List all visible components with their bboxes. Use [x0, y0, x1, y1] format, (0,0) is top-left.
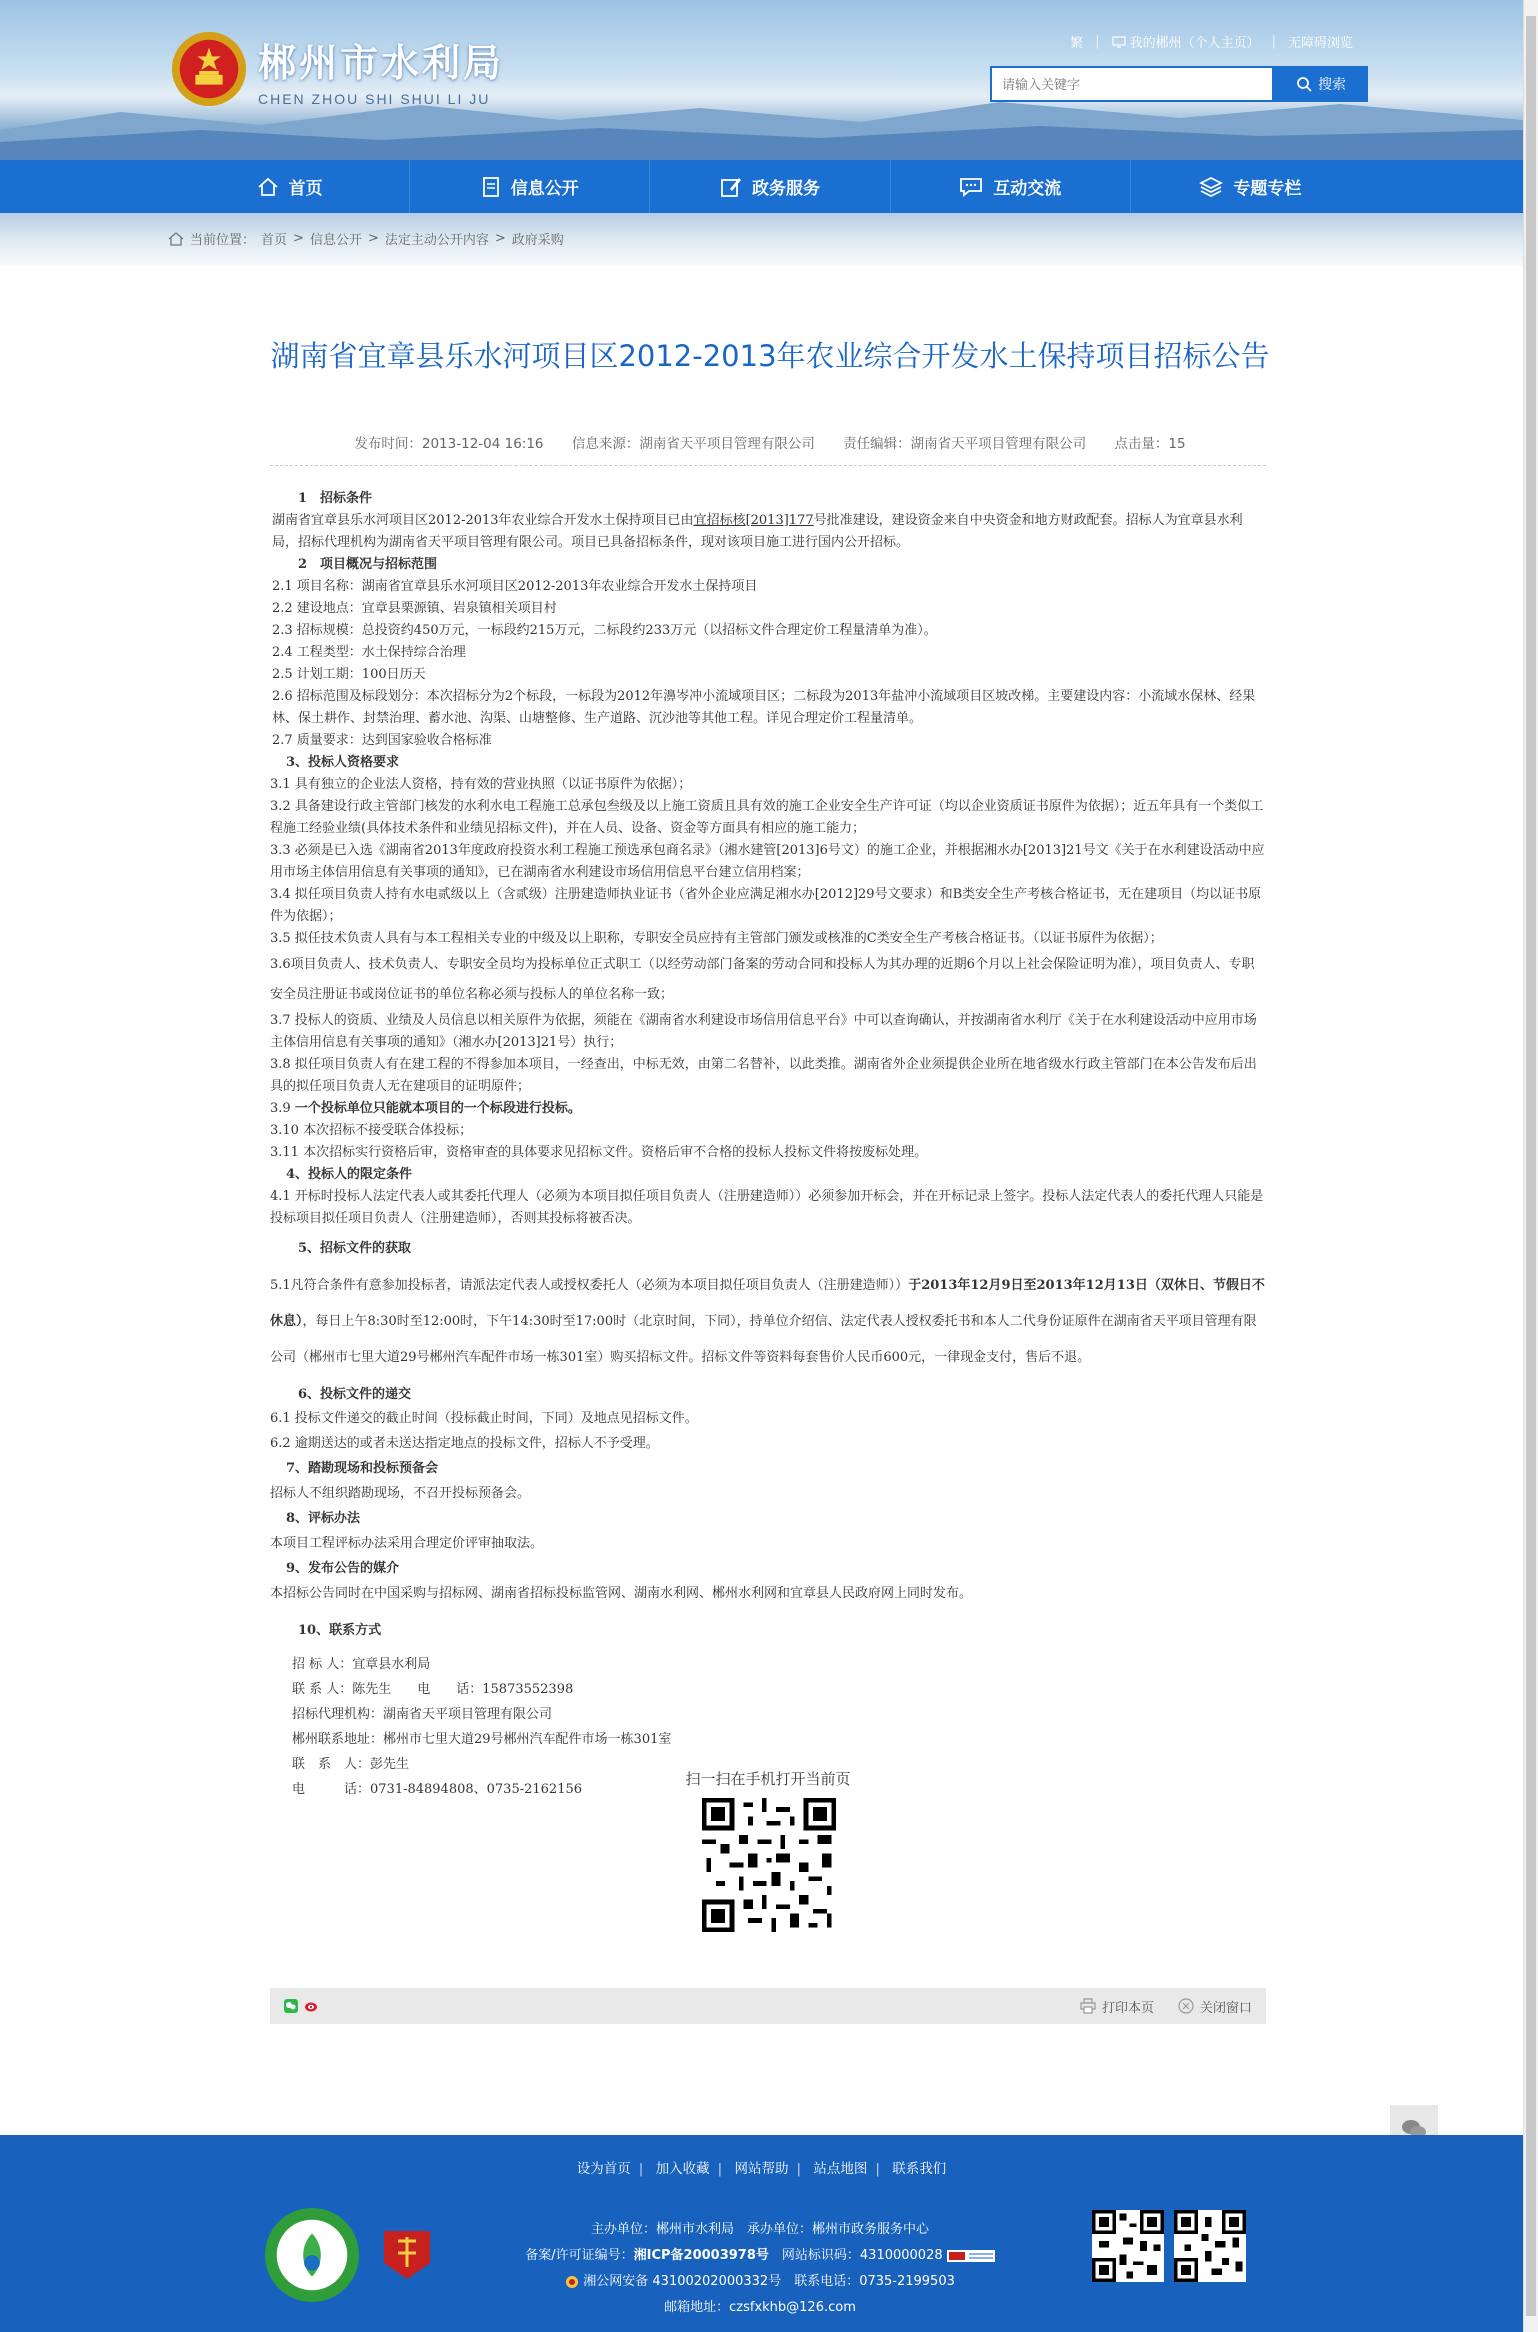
- wechat-share-icon[interactable]: [284, 1999, 298, 2013]
- scrollbar-thumb[interactable]: [1526, 16, 1536, 2316]
- list-item: 3.1 具有独立的企业法人资格，持有效的营业执照（以证书原件为依据）；: [270, 777, 692, 792]
- monitor-icon: [1112, 36, 1126, 48]
- list-item: 2.6 招标范围及标段划分：本次招标分为2个标段，一标段为2012年濞岑冲小流域项目区；二标段为2013年盐冲小流域项目区坡改梯。主要建设内容：小流域水保林、经果林、保土耕作、封禁治理、蓄水池、沟渠、山塘整修、生产道路、沉沙池等其他工程。详见合理定价工程量清单。: [272, 689, 1256, 726]
- article-body: [270, 488, 1266, 1802]
- home-icon: [168, 232, 184, 246]
- search-button[interactable]: [1274, 66, 1368, 102]
- list-item: 6.1 投标文件递交的截止时间（投标截止时间，下同）及地点见招标文件。: [270, 1411, 698, 1426]
- list-item: 2.3 招标规模：总投资约450万元，一标段约215万元，二标段约233万元（以招标文件合理定价工程量清单为准）。: [272, 623, 937, 638]
- section-heading: 2 项目概况与招标范围: [298, 557, 438, 572]
- footer-link-help[interactable]: 网站帮助: [734, 2161, 789, 2177]
- breadcrumb-separator: >: [367, 231, 379, 246]
- text: 5.1凡符合条件有意参加投标者，请派法定代表人或授权委托人（必须为本项目拟任项目负责人（注册建造师））: [270, 1278, 909, 1293]
- list-item: 3.4 拟任项目负责人持有水电贰级以上（含贰级）注册建造师执业证书（省外企业应满足湘水办[2012]29号文要求）和B类安全生产考核合格证书，无在建项目（均以证书原件为依据）；: [270, 887, 1262, 924]
- section-heading: 9、发布公告的媒介: [286, 1561, 400, 1576]
- search-input[interactable]: [990, 66, 1274, 102]
- breadcrumb-separator: >: [293, 231, 304, 246]
- contact-line: 联 系 人：彭先生: [292, 1757, 410, 1772]
- nav-item-label: 信息公开: [510, 179, 579, 199]
- section-heading: 8、评标办法: [286, 1511, 361, 1526]
- list-item: 3.5 拟任技术负责人具有与本工程相关专业的中级及以上职称，专职安全员应持有主管部门颁发或核准的C类安全生产考核合格证书。（以证书原件为依据）；: [270, 931, 1163, 946]
- approval-number-link: 宜招标核[2013]177: [693, 513, 814, 528]
- list-item: 2.5 计划工期：100日历天: [272, 667, 426, 682]
- emphasis-text: 一个投标单位只能就本项目的一个标段进行投标。: [294, 1101, 581, 1116]
- separator: |: [717, 2161, 723, 2177]
- section-heading: 1 招标条件: [298, 491, 373, 506]
- list-item: 2.4 工程类型：水土保持综合治理: [272, 645, 466, 660]
- breadcrumb-item-home[interactable]: 首页: [261, 233, 288, 248]
- my-homepage-link[interactable]: [1112, 32, 1260, 51]
- separator: |: [875, 2161, 880, 2177]
- text: 号批准建设，建设资金来自中央资金和地方财政配套。招标人为宜章县水利局，招标代理机构为湖南省天平项目管理有限公司。项目已具备招标条件，现对该项目施工进行国内公开招标。: [272, 513, 1243, 550]
- list-item: 3.8 拟任项目负责人有在建工程的不得参加本项目，一经查出，中标无效，由第二名替补，以此类推。湖南省外企业须提供企业所在地省级水行政主管部门在本公告发布后出具的拟任项目负责人无在建项目的证明原件；: [270, 1057, 1257, 1094]
- click-count: 点击量：15: [1114, 436, 1186, 452]
- article-meta: [270, 432, 1270, 452]
- traditional-chinese-link[interactable]: 繁: [1070, 36, 1084, 51]
- article-toolbar: [270, 1988, 1266, 2024]
- list-item: 6.2 逾期送达的或者未送达指定地点的投标文件，招标人不予受理。: [270, 1436, 659, 1451]
- list-item: 3.11 本次招标实行资格后审，资格审查的具体要求见招标文件。资格后审不合格的投标人投标文件将按废标处理。: [270, 1145, 928, 1160]
- list-item: 3.3 必须是已入选《湖南省2013年度政府投资水利工程施工预选承包商名录》（湘水建管[2013]6号文）的施工企业，并根据湘水办[2013]21号文《关于在水利建设活动中应用市场主体信用信息有关事项的通知》，已在湖南省水利建设市场信用信息平台建立信用档案；: [270, 843, 1265, 880]
- share-icons: [284, 1999, 318, 2013]
- section-heading: 4、投标人的限定条件: [286, 1167, 413, 1182]
- section-heading: 10、联系方式: [298, 1623, 382, 1638]
- separator: |: [638, 2161, 644, 2177]
- breadcrumb-item-statutory[interactable]: 法定主动公开内容: [384, 233, 489, 248]
- meta-divider: [270, 465, 1266, 466]
- wechat-qr-code: [1092, 2210, 1164, 2282]
- nav-item-info-disclosure[interactable]: [410, 160, 650, 213]
- contact-line: 招 标 人：宜章县水利局: [292, 1657, 431, 1672]
- list-item: 3.2 具备建设行政主管部门核发的水利水电工程施工总承包叁级及以上施工资质且具有效的施工企业安全生产许可证（均以企业资质证书原件为依据）；近五年具有一个类似工程施工经验业绩(具体技术条件和业绩见招标文件)，并在人员、设备、资金等方面具有相应的施工能力；: [270, 799, 1264, 836]
- breadcrumb-item-procurement[interactable]: 政府采购: [511, 233, 564, 248]
- site-name: 郴州市水利局: [258, 39, 505, 85]
- search-box: [990, 66, 1368, 102]
- nav-item-label: 政务服务: [752, 179, 820, 199]
- weibo-qr-code: [1174, 2210, 1246, 2282]
- footer-link-contact[interactable]: 联系我们: [892, 2161, 947, 2177]
- list-item: 2.7 质量要求：达到国家验收合格标准: [272, 733, 492, 748]
- list-item: 3.10 本次招标不接受联合体投标；: [270, 1123, 473, 1138]
- list-item: 2.1 项目名称：湖南省宜章县乐水河项目区2012-2013年农业综合开发水土保持项目: [272, 579, 758, 594]
- paragraph: 4.1 开标时投标人法定代表人或其委托代理人（必须为本项目拟任项目负责人（注册建造师））必须参加开标会，并在开标记录上签字。投标人法定代表人的委托代理人只能是投标项目拟任项目负责人（注册建造师），否则其投标将被否决。: [270, 1189, 1264, 1226]
- nav-item-label: 首页: [288, 179, 323, 199]
- footer-police-line: [500, 2269, 1020, 2295]
- nav-item-label: 专题专栏: [1233, 179, 1302, 199]
- layers-icon: [1199, 176, 1223, 198]
- contact-line: 电 话：0731-84894808、0735-2162156: [292, 1782, 583, 1797]
- separator: |: [796, 2161, 802, 2177]
- nav-item-interaction[interactable]: [891, 160, 1131, 213]
- footer-link-favorite[interactable]: 加入收藏: [655, 2161, 710, 2177]
- section-heading: 7、踏勘现场和投标预备会: [286, 1461, 439, 1476]
- article-title: 湖南省宜章县乐水河项目区2012-2013年农业综合开发水土保持项目招标公告: [270, 339, 1270, 373]
- publish-time: 发布时间：2013-12-04 16:16: [354, 436, 544, 452]
- text: 湖南省宜章县乐水河项目区2012-2013年农业综合开发水土保持项目已由: [272, 513, 694, 528]
- footer-links: [0, 2157, 1523, 2177]
- paragraph: [270, 510, 1266, 554]
- top-links: [1070, 32, 1353, 51]
- site-header: [0, 0, 1523, 160]
- footer-link-set-home[interactable]: 设为首页: [576, 2161, 631, 2177]
- page-qr-code: [702, 1798, 836, 1932]
- breadcrumb-item-info[interactable]: 信息公开: [309, 233, 362, 248]
- nav-item-gov-service[interactable]: [650, 160, 890, 213]
- close-icon: [1178, 1998, 1194, 2014]
- item-number: 3.9: [270, 1101, 295, 1116]
- national-emblem-icon: [170, 30, 248, 108]
- home-icon: [257, 177, 279, 197]
- police-badge-icon: [565, 2275, 579, 2289]
- edit-icon: [720, 176, 742, 198]
- nav-item-special-topics[interactable]: [1131, 160, 1370, 213]
- document-icon: [481, 176, 501, 198]
- text: ，每日上午8:30时至12:00时，下午14:30时至17:00时（北京时间，下同），持单位介绍信、法定代表人授权委托书和本人二代身份证原件在湖南省天平项目管理有限公司（郴州市七里大道29号郴州汽车配件市场一栋301室）购买招标文件。招标文件等资料每套售价人民币600元，一律现金支付，售后不退。: [270, 1314, 1257, 1365]
- chat-icon: [959, 177, 983, 197]
- search-icon: [1296, 76, 1312, 92]
- icp-label: 备案/许可证编号：: [525, 2248, 634, 2263]
- editor: 责任编辑：湖南省天平项目管理有限公司: [843, 436, 1087, 452]
- police-record: 湘公网安备 43100202000332号 联系电话：0735-2199503: [583, 2274, 955, 2289]
- contact-line: 郴州联系地址：郴州市七里大道29号郴州汽车配件市场一栋301室: [292, 1732, 672, 1747]
- error-report-badge-icon[interactable]: [380, 2223, 434, 2283]
- list-item: 2.2 建设地点：宜章县栗源镇、岩泉镇相关项目村: [272, 601, 557, 616]
- print-button[interactable]: [1080, 1997, 1154, 2016]
- separator: |: [1271, 34, 1276, 49]
- print-label: 打印本页: [1101, 2000, 1154, 2016]
- section-heading: 5、招标文件的获取: [298, 1241, 412, 1256]
- weibo-share-icon[interactable]: [304, 1999, 318, 2013]
- emphasis-text: 于2013年12月9日至2013年12月13日（双休日、节假日不休息）: [270, 1278, 1265, 1329]
- footer-info: [500, 2217, 1020, 2321]
- section-heading: 6、投标文件的递交: [298, 1387, 412, 1402]
- footer-email-line: 邮箱地址：czsfxkhb@126.com: [664, 2300, 856, 2315]
- list-item: 3.7 投标人的资质、业绩及人员信息以相关原件为依据，须能在《湖南省水利建设市场信用信息平台》中可以查询确认，并按湖南省水利厅《关于在水利建设活动中应用市场主体信用信息有关事项的通知》（湘水办[2013]21号）执行；: [270, 1013, 1257, 1050]
- footer-host-line: 主办单位：郴州市水利局 承办单位：郴州市政务服务中心: [590, 2222, 929, 2237]
- main-nav: [0, 160, 1523, 213]
- qr-caption: 扫一扫在手机打开当前页: [685, 1770, 851, 1788]
- paragraph: 招标人不组织踏勘现场，不召开投标预备会。: [270, 1486, 531, 1501]
- contact-line: 招标代理机构：湖南省天平项目管理有限公司: [292, 1707, 553, 1722]
- icp-number-link[interactable]: 湘ICP备20003978号: [633, 2248, 769, 2263]
- paragraph: 本项目工程评标办法采用合理定价评审抽取法。: [270, 1536, 544, 1551]
- list-item: 3.6项目负责人、技术负责人、专职安全员均为投标单位正式职工（以经劳动部门备案的劳动合同和投标人为其办理的近期6个月以上社会保险证明为准），项目负责人、专职安全员注册证书或岗位证书的单位名称必须与投标人的单位名称一致；: [270, 957, 1255, 1002]
- close-label: 关闭窗口: [1199, 2000, 1252, 2016]
- site-name-en: CHEN ZHOU SHI SHUI LI JU: [258, 90, 491, 107]
- site-footer: [0, 2135, 1523, 2332]
- breadcrumb: [168, 229, 564, 248]
- paragraph: [270, 1268, 1266, 1376]
- civilized-website-badge-icon[interactable]: [263, 2206, 361, 2304]
- footer-icp-line: [500, 2243, 1020, 2269]
- accessibility-link[interactable]: 无障碍浏览: [1287, 36, 1353, 51]
- page-scrollbar[interactable]: [1523, 0, 1538, 2332]
- section-heading: 3、投标人资格要求: [286, 755, 400, 770]
- contact-line: 联 系 人：陈先生 电 话：15873552398: [292, 1682, 574, 1697]
- footer-link-sitemap[interactable]: 站点地图: [813, 2161, 868, 2177]
- site-id: 网站标识码：4310000028: [768, 2248, 943, 2263]
- nav-item-label: 互动交流: [993, 179, 1062, 199]
- info-source: 信息来源：湖南省天平项目管理有限公司: [571, 436, 815, 452]
- nav-item-home[interactable]: [170, 160, 410, 213]
- list-item: [270, 1098, 1266, 1120]
- site-logo[interactable]: [170, 30, 504, 108]
- site-id-badge-icon: [947, 2250, 995, 2262]
- breadcrumb-prefix: 当前位置：: [190, 233, 256, 248]
- breadcrumb-separator: >: [494, 231, 506, 246]
- my-homepage-label: 我的郴州（个人主页）: [1129, 36, 1260, 51]
- search-button-label: 搜索: [1318, 77, 1346, 93]
- separator: |: [1095, 34, 1100, 49]
- breadcrumb-band: [0, 213, 1523, 265]
- close-window-button[interactable]: [1178, 1997, 1252, 2016]
- printer-icon: [1080, 1998, 1096, 2014]
- paragraph: 本招标公告同时在中国采购与招标网、湖南省招标投标监管网、湖南水利网、郴州水利网和宜章县人民政府网上同时发布。: [270, 1586, 973, 1601]
